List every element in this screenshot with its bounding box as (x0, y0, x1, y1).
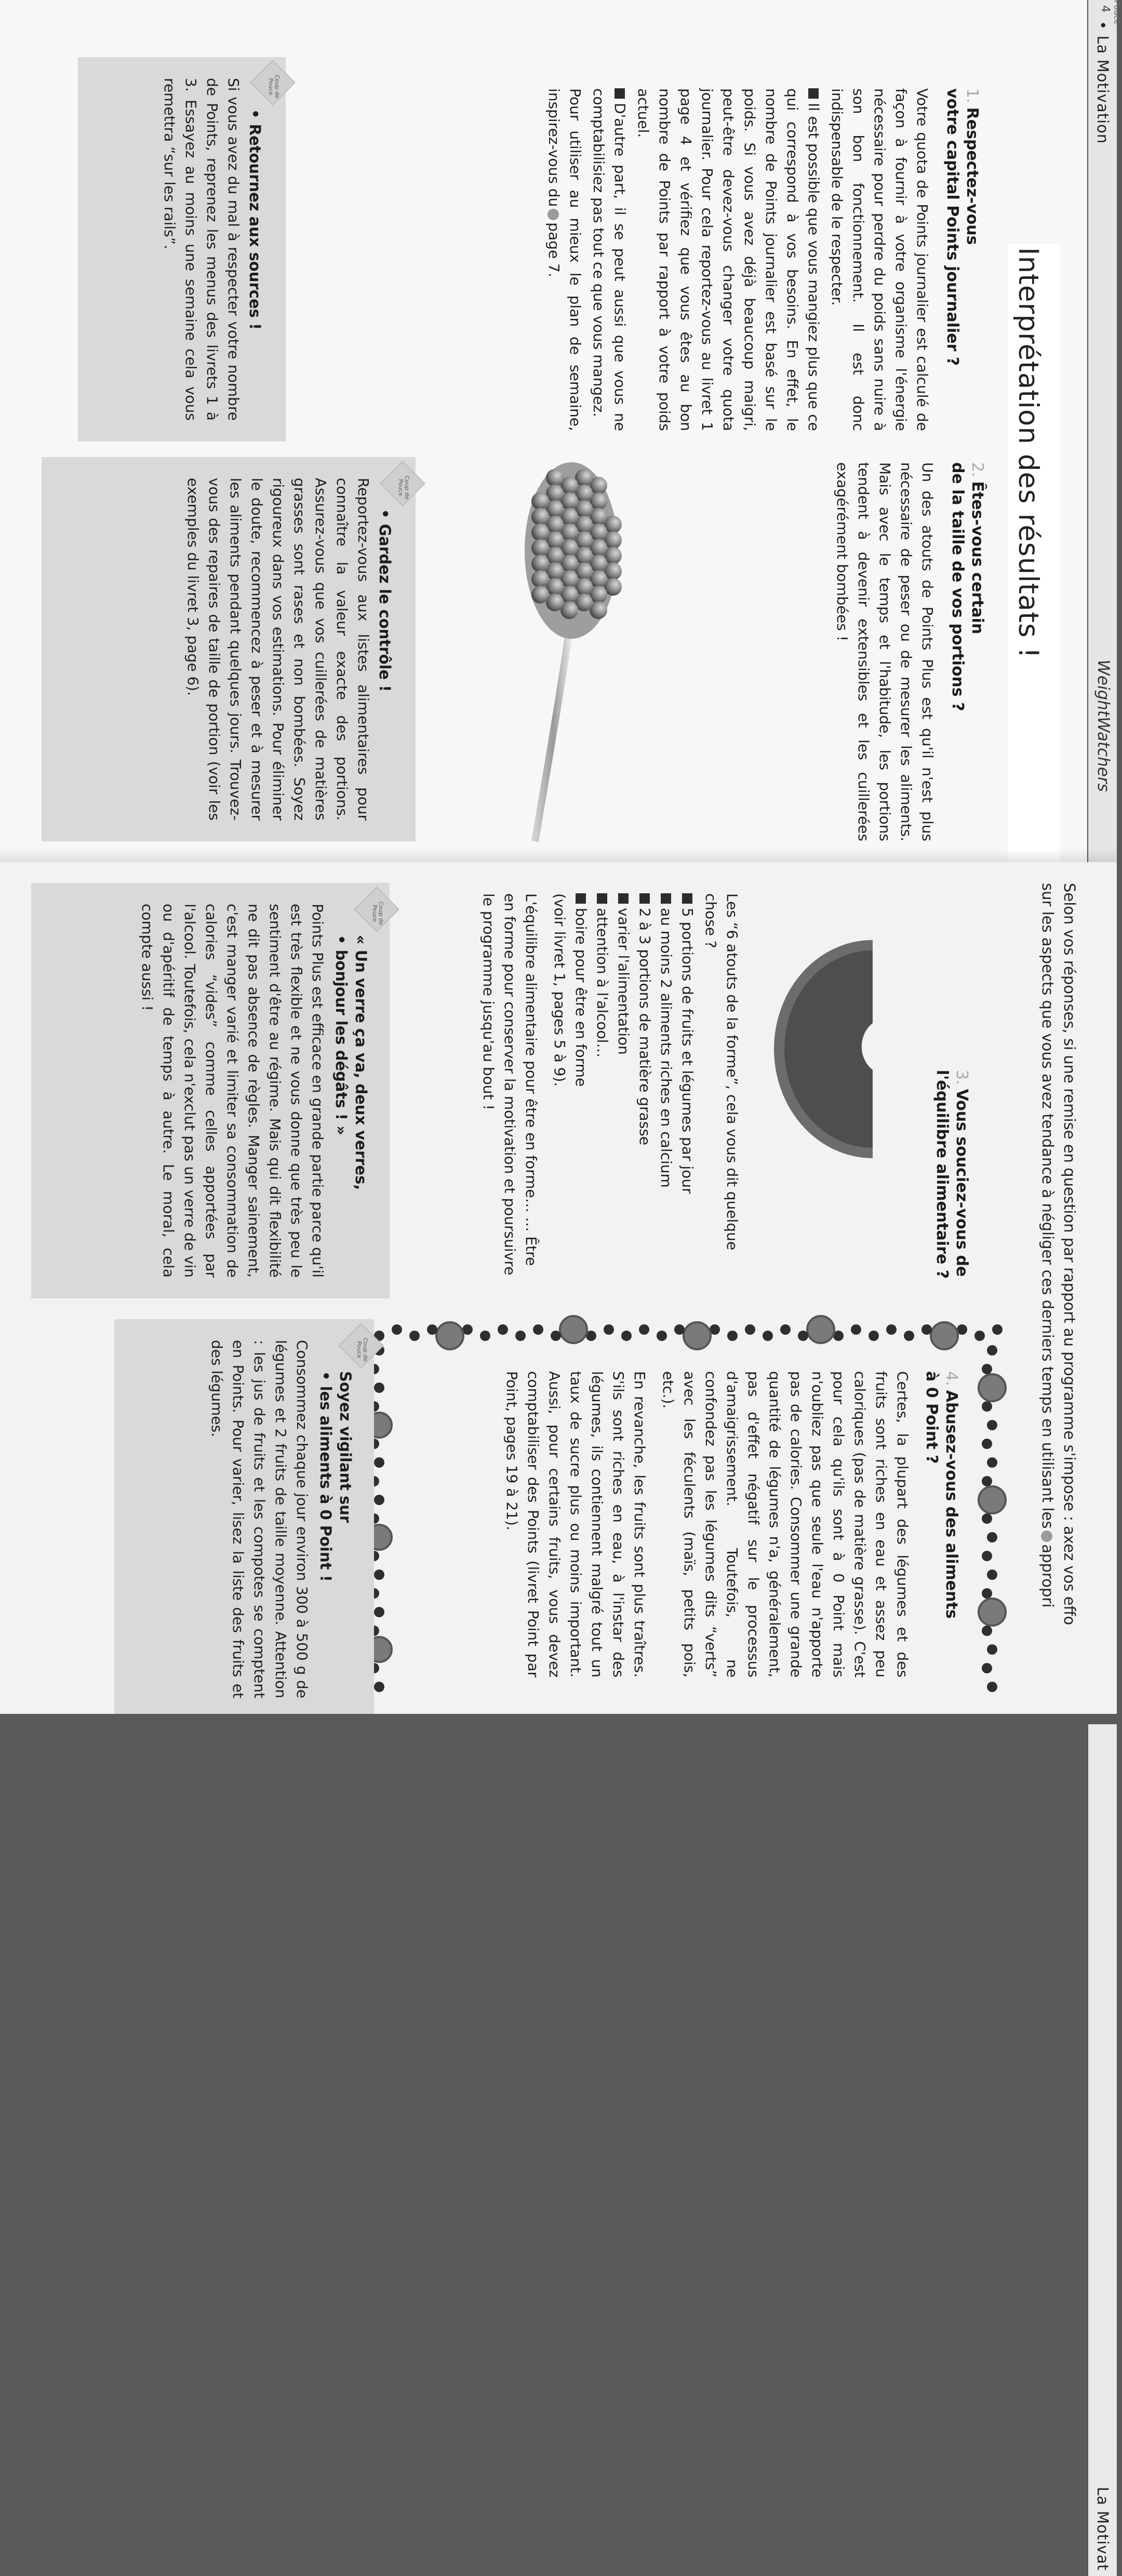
berry (639, 1324, 649, 1335)
intro-line-2-after: appropri (1039, 1544, 1057, 1608)
section-3-paragraph-2: L'équilibre alimentaire pour être en forme… … Être en forme pour conserver la motivation et poursuivre le programme jusqu'au bout ! (480, 893, 540, 1276)
berry (604, 1324, 614, 1335)
pea (531, 555, 549, 572)
section-1-paragraph-2-text: Il est possible que vous mangiez plus que ce qui correspond à vos besoins. En effet, le nombre de Points journalier est basé sur le poids. Si vous avez déjà beaucoup maigri, peut-être devez-vous changer votre quota journalier. Pour cela reportez-vous au livret 1 page 4 et vérifiez que vous êtes au bon nombre de Points par rapport à votre poids actuel. (635, 88, 822, 431)
section-4 (499, 1371, 961, 1678)
berry (374, 1569, 384, 1580)
section-3-heading-line1: Vous souciez-vous de (953, 1089, 971, 1277)
section-1-paragraph-3-text: D'autre part, il se peut aussi que vous ne comptabilisiez pas tout ce que vous mangez. (590, 88, 629, 431)
berry (982, 1626, 992, 1636)
running-head-right: La Motivat (1094, 2487, 1112, 2571)
section-4-heading-line1: Abusez-vous des aliments (942, 1390, 960, 1619)
section-3-reference: (voir livret 1, pages 5 à 9). (551, 893, 568, 1087)
tips-icon (1041, 1531, 1052, 1542)
berry (987, 1569, 997, 1580)
section-2-heading-line1: Êtes-vous certain (968, 481, 986, 635)
tip-1-content (159, 78, 265, 421)
bullet-text: attention à l'alcool… (594, 908, 611, 1058)
berry (982, 1663, 992, 1673)
bullet-item (592, 893, 613, 1288)
intro-text (1037, 883, 1080, 1714)
bullet-item (656, 893, 677, 1288)
tip-4-title-line2: • les aliments à 0 Point ! (317, 1371, 335, 1582)
bullet-square (661, 893, 671, 904)
bullet-square (597, 893, 607, 904)
badge-text: Coup de Pouce (371, 901, 384, 925)
section-1-heading-line2: votre capital Points journalier ? (943, 88, 961, 366)
pea (546, 469, 564, 487)
watermelon-slice-image (769, 935, 888, 1163)
bullet-text: au moins 2 aliments riches en calcium (658, 908, 675, 1188)
pea (531, 586, 549, 603)
section-3-heading (932, 893, 971, 1288)
berry (798, 1331, 808, 1341)
section-3-intro: Les “6 atouts de la forme”, cela vous dit quelque chose ? (702, 893, 741, 1251)
tip-2-title: • Gardez le contrôle ! (376, 509, 394, 692)
section-3-number: 3. (953, 1070, 971, 1085)
pea (531, 508, 549, 526)
spoon-handle (535, 613, 571, 841)
tip-2-text: Reportez-vous aux listes alimentaires pour connaître la valeur exacte des portions. Assurez-vous que vos cuillerées de matières grasses sont rases et non bombées. Soyez rigoureux dans vos estimations. Pour éliminer le doute, recommencez à peser et à mesurer les aliments pendant quelques jours. Trouvez-vous des repaires de taille de portion (voir les exemples du livret 3, page 6). (184, 478, 372, 821)
points-plan-icon (547, 209, 559, 220)
tip-4-content (206, 1340, 355, 1698)
section-4-paragraph-1: Certes, la plupart des légumes et des fruits sont riches en eau et assez peu caloriques (pas de matière grasse). C'est pour cela qu'ils sont à 0 Point mais n'oubliez pas que seule l'eau n'apporte pas de calories. Consommer une grande quantité de légumes n'a, généralement, pas d'effet négatif sur le processus d'amaigrissement. Toutefois, ne confondez pas les légumes dits “verts” avec les féculents (maïs, petits pois, etc.). (660, 1371, 911, 1678)
tip-box-1 (78, 57, 286, 441)
bullet-square (682, 893, 692, 904)
page-number: 4 (1099, 5, 1112, 12)
section-2-number: 2. (968, 462, 986, 477)
tip-box-3 (31, 883, 390, 1298)
bullet-square (639, 893, 650, 904)
tip-1-title: • Retournez aux sources ! (246, 109, 264, 330)
kiwi-slice (931, 1322, 958, 1349)
berry (392, 1324, 402, 1335)
section-1-paragraph-1: Votre quota de Points journalier est calculé de façon à fournir à votre organisme l'énergie nécessaire pour perdre du poids sans nuire à son bon fonctionnement. Il est donc indispensable de le respecter. (829, 88, 931, 431)
berry (869, 1331, 879, 1341)
running-head: • La Motivation (1094, 21, 1112, 144)
intro-line-1: Selon vos réponses, si une remise en question par rapport au programme s'impose : axez vos effo (1061, 883, 1078, 1626)
kiwi-slice (979, 1599, 1006, 1626)
section-1-paragraph-4 (543, 88, 586, 431)
tip-box-4 (114, 1319, 374, 1714)
kiwi-slice (560, 1316, 587, 1343)
section-4-heading (921, 1371, 961, 1678)
berry (374, 1607, 384, 1617)
right-page (0, 862, 1117, 2571)
bullet-square (618, 893, 629, 904)
section-2-heading-line2: de la taille de vos portions ? (949, 462, 967, 712)
bullet-text: 2 à 3 portions de matière grasse (636, 908, 653, 1146)
berry (374, 1682, 384, 1692)
tip-3-text: Points Plus est efficace en grande partie parce qu'il est très flexible et ne vous donne que très peu le sentiment d'être au régime. Mais qui dit flexibilité ne dit pas absence de règles. Manger sainement, c'est manger varié et limiter sa consommation de calories “vides” comme celles apportées par l'alcool. Toutefois, cela n'exclut pas un verre de vin ou d'apéritif de temps à autre. Le moral, cela compte aussi ! (139, 904, 326, 1278)
intro-line-2-before: sur les aspects que vous avez tendance à négliger ces derniers temps en utilisant les (1039, 883, 1057, 1529)
pea (531, 524, 549, 541)
section-1-number: 1. (963, 88, 981, 103)
tip-3-title-line1: « Un verre ça va, deux verres, (352, 935, 370, 1190)
badge-text: Coup de Pouce (397, 475, 410, 500)
bullet-text: varier l'alimentation (615, 908, 632, 1055)
berry (992, 1324, 1003, 1335)
berry (374, 1457, 384, 1468)
tip-2-content (182, 478, 395, 821)
kiwi-slice (979, 1486, 1006, 1513)
berry (982, 1401, 992, 1412)
page-title: Interprétation des résultats ! (1012, 247, 1044, 659)
berry (987, 1532, 997, 1542)
tip-4-title (316, 1340, 355, 1698)
berry (498, 1324, 508, 1335)
berry (974, 1331, 985, 1341)
berry (409, 1331, 420, 1341)
berry (745, 1324, 755, 1335)
berry (886, 1324, 897, 1335)
margin-tab: Pouce (1112, 0, 1122, 25)
left-page (0, 0, 1122, 862)
berry (982, 1551, 992, 1561)
bullet-item (613, 893, 634, 1288)
berry (851, 1324, 861, 1335)
berry (621, 1331, 632, 1341)
badge-text: Coup de Pouce (267, 74, 280, 99)
section-4-paragraph-2: En revanche, les fruits sont plus traîtres. S'ils sont riches en eau, à l'instar des légumes, ils contiennent malgré tout un taux de sucre plus ou moins important. Aussi, pour certains fruits, vous devez comptabiliser des Points (livret Point par Point, pages 19 à 21). (503, 1371, 648, 1678)
section-1-paragraph-2 (633, 88, 824, 431)
berry (674, 1324, 685, 1335)
section-2-paragraph: Un des atouts de Points Plus est qu'il n'est plus nécessaire de peser ou de mesurer les aliments. Mais avec le temps et l'habitude, les portions tendent à devenir extensibles et les cuillerées exagérément bombées ! (834, 462, 936, 841)
berry (374, 1383, 384, 1393)
section-3 (932, 893, 971, 1288)
badge-text: Coup de Pouce (355, 1337, 369, 1362)
berry (921, 1324, 932, 1335)
berry (657, 1331, 667, 1341)
section-1-body (543, 88, 933, 431)
section-4-heading-line2: à 0 Point ? (923, 1371, 941, 1464)
bullet-text: 5 portions de fruits et légumes par jour (679, 908, 696, 1194)
section-1-paragraph-4-after: page 7. (545, 222, 563, 277)
berry (987, 1420, 997, 1430)
berry (982, 1439, 992, 1449)
berry (987, 1457, 997, 1468)
berry (780, 1324, 791, 1335)
section-1-paragraph-4-before: Pour utiliser au mieux le plan de semaine, inspirez-vous du (545, 88, 584, 431)
section-3-heading-line2: l'équilibre alimentaire ? (933, 1070, 951, 1279)
berry (515, 1331, 526, 1341)
section-2 (832, 462, 987, 841)
berry (374, 1495, 384, 1505)
berry (551, 1331, 561, 1341)
berry (904, 1331, 914, 1341)
berry (727, 1331, 738, 1341)
bullet-square (808, 88, 819, 99)
section-3-bullet-list (570, 893, 698, 1288)
berry (987, 1682, 997, 1692)
tip-box-2 (42, 457, 416, 841)
berry (987, 1644, 997, 1655)
spoon-with-peas-image (416, 457, 706, 852)
berry (480, 1331, 490, 1341)
bullet-item (570, 893, 592, 1288)
bullet-square (576, 893, 586, 904)
berry (982, 1364, 992, 1374)
intro-line-2 (1037, 883, 1059, 1714)
kiwi-slice (979, 1374, 1006, 1401)
tip-3-title-line2: • bonjour les dégâts ! » (332, 935, 350, 1135)
section-4-number: 4. (942, 1371, 960, 1386)
pea (531, 570, 549, 588)
section-1-heading (942, 88, 982, 431)
section-1-paragraph-3 (588, 88, 631, 431)
tip-3-title (331, 904, 371, 1278)
tip-3-content (137, 904, 371, 1278)
berry (982, 1513, 992, 1524)
section-4-body (501, 1371, 913, 1678)
bullet-item (677, 893, 698, 1288)
pea (531, 539, 549, 557)
running-head-bar-right (1087, 1724, 1117, 2576)
tip-1-text: Si vous avez du mal à respecter votre nombre de Points, reprenez les menus des livrets 1 à 3. Essayez au moins une semaine cela vous remettra “sur les rails”. (161, 78, 242, 421)
berry (982, 1476, 992, 1486)
kiwi-slice (684, 1322, 711, 1349)
berry (763, 1331, 773, 1341)
tip-4-text: Consommez chaque jour environ 300 à 500 g de légumes et 2 fruits de taille moyenne. Attention : les jus de fruits et les compotes se comptent en Points. Pour varier, lisez la liste des fruits et des légumes. (208, 1340, 311, 1698)
kiwi-slice (436, 1322, 463, 1349)
section-1 (541, 88, 982, 431)
kiwi-slice (807, 1316, 834, 1343)
bullet-square (615, 88, 625, 99)
pea (531, 492, 549, 510)
berry (987, 1345, 997, 1356)
section-3-body (476, 893, 743, 1288)
bullet-item (634, 893, 656, 1288)
berry (533, 1324, 543, 1335)
running-head-bar (1087, 0, 1122, 862)
tip-4-title-line1: Soyez vigilant sur (337, 1371, 354, 1523)
bullet-text: boire pour être en forme (572, 908, 590, 1087)
section-1-heading-line1: Respectez-vous (963, 107, 981, 245)
section-2-heading (947, 462, 987, 841)
berry (982, 1588, 992, 1599)
berry (427, 1324, 437, 1335)
brand-logo: WeightWatchers (1094, 660, 1113, 792)
